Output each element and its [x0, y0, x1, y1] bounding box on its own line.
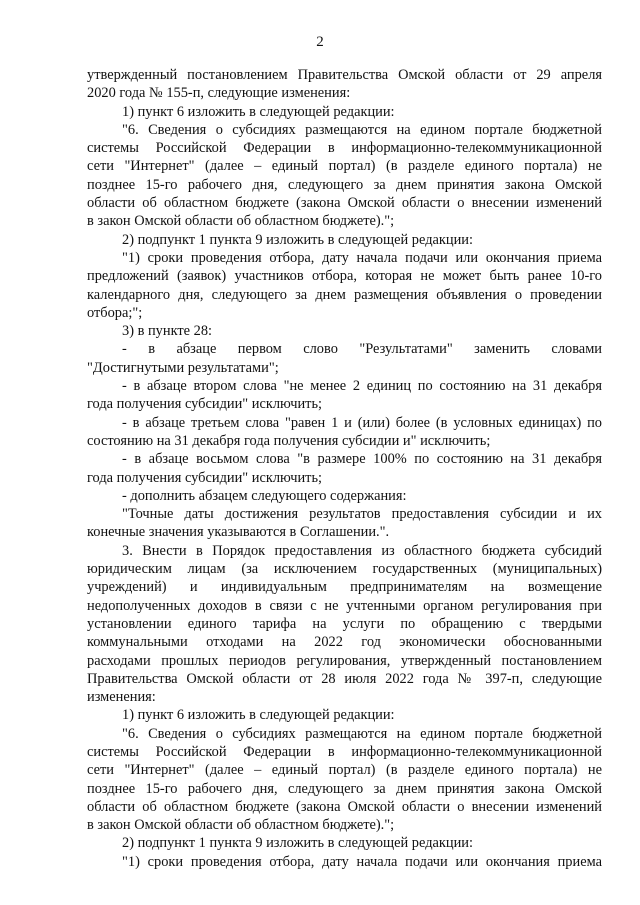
- text-line: - в абзаце третьем слова "равен 1 и (или) более (в условных единицах) по: [122, 414, 602, 431]
- text-line: недополученных доходов в связи с не учтенными органом регулирования при: [87, 597, 602, 614]
- text-line: 2) подпункт 1 пункта 9 изложить в следующей редакции:: [122, 231, 473, 248]
- text-line: конечные значения указываются в Соглашении.".: [87, 524, 390, 541]
- text-line: области об областном бюджете (закона Омской области о внесении изменений: [87, 798, 602, 815]
- text-line: "6. Сведения о субсидиях размещаются на едином портале бюджетной: [122, 121, 602, 138]
- text-line: сети "Интернет" (далее – единый портал) (в разделе единого портала) не: [87, 762, 602, 779]
- document-body: [87, 66, 602, 871]
- text-line: юридическим лицам (за исключением государственных (муниципальных): [87, 561, 602, 578]
- text-line: в закон Омской области об областном бюджете).";: [87, 213, 395, 230]
- text-line: года получения субсидии" исключить;: [87, 469, 323, 486]
- text-line: 2) подпункт 1 пункта 9 изложить в следующей редакции:: [122, 835, 473, 852]
- text-line: позднее 15-го рабочего дня, следующего за днем принятия закона Омской: [87, 176, 602, 193]
- text-line: 2020 года № 155-п, следующие изменения:: [87, 85, 351, 102]
- text-line: области об областном бюджете (закона Омской области о внесении изменений: [87, 195, 602, 212]
- text-line: изменения:: [87, 689, 156, 706]
- text-line: отбора;";: [87, 304, 143, 321]
- text-line: установлении единого тарифа на услуги по обращению с твердыми: [87, 615, 602, 632]
- text-line: "Точные даты достижения результатов предоставления субсидии и их: [122, 506, 602, 523]
- text-line: года получения субсидии" исключить;: [87, 396, 323, 413]
- text-line: в закон Омской области об областном бюджете).";: [87, 817, 395, 834]
- text-line: коммунальными отходами на 2022 год экономически обоснованными: [87, 634, 602, 651]
- text-line: 3. Внести в Порядок предоставления из областного бюджета субсидий: [122, 542, 602, 559]
- page-number: 2: [316, 34, 324, 50]
- text-line: системы Российской Федерации в информационно-телекоммуникационной: [87, 743, 602, 760]
- text-line: Правительства Омской области от 28 июля 2022 года № 397-п, следующие: [87, 670, 602, 687]
- text-line: 3) в пункте 28:: [122, 323, 213, 340]
- text-line: - дополнить абзацем следующего содержания:: [122, 487, 407, 504]
- text-line: сети "Интернет" (далее – единый портал) (в разделе единого портала) не: [87, 158, 602, 175]
- text-line: - в абзаце втором слова "не менее 2 единиц по состоянию на 31 декабря: [122, 378, 602, 395]
- text-line: 1) пункт 6 изложить в следующей редакции:: [122, 707, 395, 724]
- text-line: - в абзаце первом слово "Результатами" заменить словами: [122, 341, 602, 358]
- text-line: позднее 15-го рабочего дня, следующего за днем принятия закона Омской: [87, 780, 602, 797]
- text-line: учреждений) и индивидуальным предпринимателям на возмещение: [87, 579, 602, 596]
- text-line: предложений (заявок) участников отбора, которая не может быть ранее 10-го: [87, 268, 602, 285]
- text-line: состоянию на 31 декабря года получения субсидии и" исключить;: [87, 432, 491, 449]
- text-line: - в абзаце восьмом слова "в размере 100% по состоянию на 31 декабря: [122, 451, 602, 468]
- text-line: "1) сроки проведения отбора, дату начала подачи или окончания приема: [122, 249, 602, 266]
- text-line: расходами прошлых периодов регулирования, утвержденный постановлением: [87, 652, 602, 669]
- text-line: системы Российской Федерации в информационно-телекоммуникационной: [87, 140, 602, 157]
- text-line: "1) сроки проведения отбора, дату начала подачи или окончания приема: [122, 853, 602, 870]
- text-line: "6. Сведения о субсидиях размещаются на едином портале бюджетной: [122, 725, 602, 742]
- text-line: 1) пункт 6 изложить в следующей редакции:: [122, 103, 395, 120]
- text-line: утвержденный постановлением Правительства Омской области от 29 апреля: [87, 67, 602, 83]
- text-line: "Достигнутыми результатами";: [87, 359, 279, 376]
- text-line: календарного дня, следующего за днем размещения объявления о проведении: [87, 286, 602, 303]
